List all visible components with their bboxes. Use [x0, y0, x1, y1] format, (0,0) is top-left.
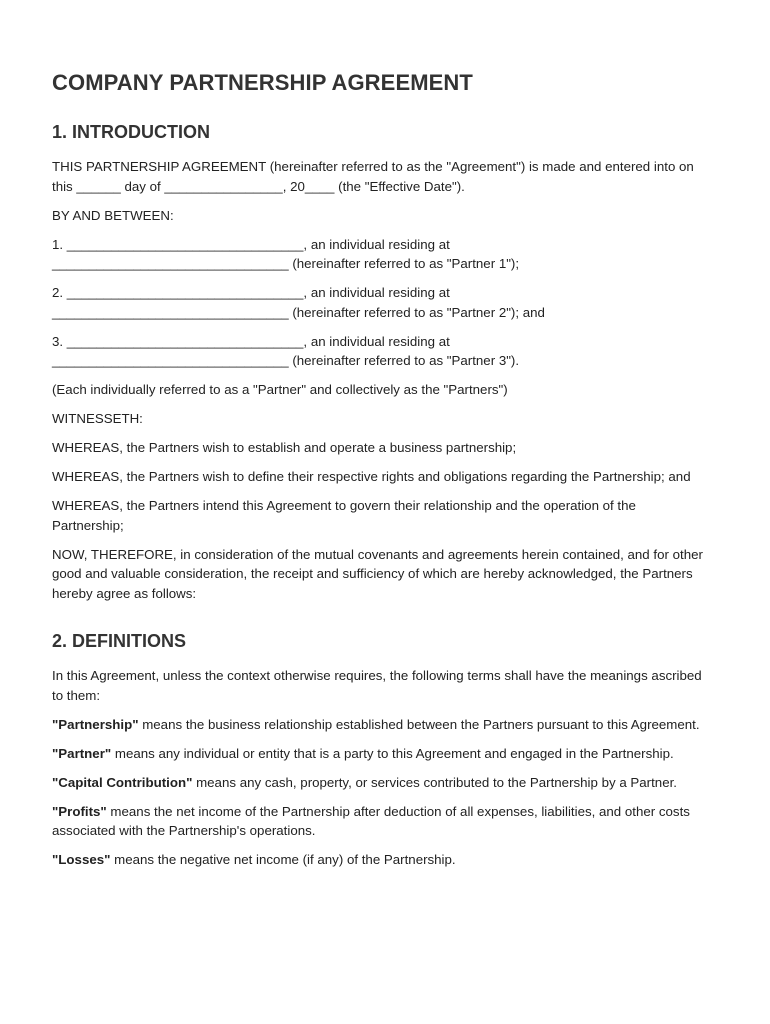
- definition-item: [52, 850, 710, 870]
- definition-text: means the business relationship established between the Partners pursuant to this Agreement.: [138, 716, 700, 732]
- by-and-between-label: BY AND BETWEEN:: [52, 207, 174, 223]
- party-3-line-2: ________________________________ (hereinafter referred to as "Partner 3").: [52, 353, 520, 368]
- definition-term: "Capital Contribution": [52, 774, 193, 790]
- definition-item: [52, 802, 710, 841]
- document-title: COMPANY PARTNERSHIP AGREEMENT: [52, 70, 473, 95]
- party-3-paragraph: [52, 332, 710, 371]
- party-1-line-1: 1. ________________________________, an individual residing at: [52, 236, 450, 252]
- collective-reference-paragraph: (Each individually referred to as a "Partner" and collectively as the "Partners"): [52, 382, 508, 397]
- party-3-line-1: 3. ________________________________, an individual residing at: [52, 333, 450, 349]
- definition-term: "Partner": [52, 745, 112, 761]
- party-1-paragraph: [52, 235, 710, 274]
- definition-term: "Losses": [52, 852, 111, 867]
- party-1-line-2: ________________________________ (hereinafter referred to as "Partner 1");: [52, 256, 520, 271]
- whereas-paragraph: WHEREAS, the Partners wish to define their respective rights and obligations regarding the Partnership; and: [52, 469, 691, 484]
- definition-item: [52, 744, 710, 764]
- witnesseth-label: WITNESSETH:: [52, 411, 143, 426]
- definition-term: "Profits": [52, 803, 107, 819]
- whereas-paragraph: WHEREAS, the Partners intend this Agreement to govern their relationship and the operation of the Partnership;: [52, 498, 636, 533]
- definition-text: means the net income of the Partnership after deduction of all expenses, liabilities, and other costs associated with the Partnership's operations.: [52, 803, 690, 838]
- definition-text: means the negative net income (if any) of the Partnership.: [110, 852, 456, 867]
- party-2-line-1: 2. ________________________________, an individual residing at: [52, 285, 450, 300]
- whereas-paragraph: WHEREAS, the Partners wish to establish and operate a business partnership;: [52, 440, 517, 455]
- definitions-intro-paragraph: In this Agreement, unless the context otherwise requires, the following terms shall have the meanings ascribed to them:: [52, 668, 702, 703]
- now-therefore-paragraph: NOW, THEREFORE, in consideration of the mutual covenants and agreements herein contained, and for other good and valuable consideration, the receipt and sufficiency of which are hereby acknowledged, the Partners hereby agree as follows:: [52, 546, 703, 601]
- section-heading-definitions: 2. DEFINITIONS: [52, 631, 187, 651]
- definition-text: means any individual or entity that is a party to this Agreement and engaged in the Partnership.: [111, 745, 674, 761]
- definition-text: means any cash, property, or services contributed to the Partnership by a Partner.: [192, 774, 677, 790]
- party-2-paragraph: [52, 283, 710, 322]
- definition-item: [52, 773, 710, 793]
- definition-item: [52, 715, 710, 735]
- party-2-line-2: ________________________________ (hereinafter referred to as "Partner 2"); and: [52, 304, 545, 320]
- preamble-paragraph: THIS PARTNERSHIP AGREEMENT (hereinafter referred to as the "Agreement") is made and entered into on this ______ day of ________________, 20____ (the "Effective Date").: [52, 159, 694, 194]
- section-heading-introduction: 1. INTRODUCTION: [52, 122, 211, 142]
- definition-term: "Partnership": [52, 716, 139, 732]
